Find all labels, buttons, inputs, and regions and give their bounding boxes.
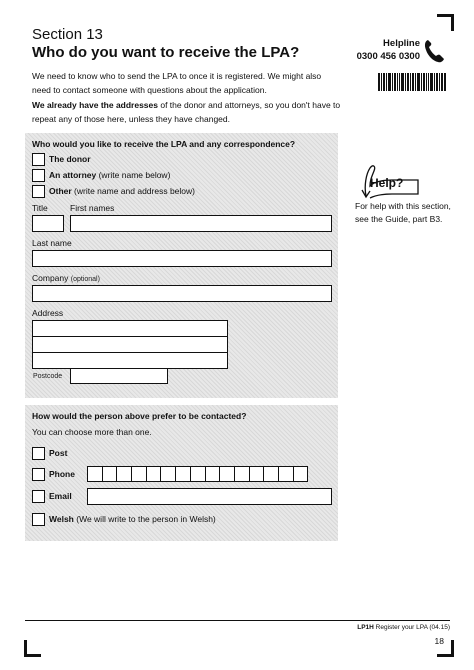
phone-digit-box[interactable] [190,466,206,482]
postcode-input[interactable] [70,368,168,384]
address-label: Address [32,308,64,318]
corner-mark-top-right [437,14,454,31]
welsh-checkbox[interactable] [32,513,45,526]
postcode-label: Postcode [33,373,63,380]
helpline-label: Helpline [383,38,420,49]
section-title: Who do you want to receive the LPA? [32,44,300,61]
email-input[interactable] [87,488,332,505]
post-checkbox[interactable] [32,447,45,460]
attorney-option-label: An attorney (write name below) [49,170,171,180]
address-line-1-input[interactable] [32,320,228,337]
corner-mark-bottom-left [24,640,41,657]
phone-digit-box[interactable] [205,466,221,482]
other-option-label: Other (write name and address below) [49,186,195,196]
helpline-number: 0300 456 0300 [356,51,420,62]
last-name-label: Last name [32,238,72,248]
intro-paragraph-1: We need to know who to send the LPA to once it is registered. We might also need to contact someone with questions about the application. [32,71,322,95]
phone-digit-box[interactable] [116,466,132,482]
phone-digit-box[interactable] [87,466,103,482]
first-names-label: First names [70,203,115,213]
help-text: For help with this section, see the Guide, part B3. [355,201,451,224]
contact-hint: You can choose more than one. [32,427,152,437]
page-number: 18 [434,636,444,646]
section-number: Section 13 [32,26,103,43]
barcode-image [378,73,446,91]
email-checkbox[interactable] [32,490,45,503]
address-line-3-input[interactable] [32,352,228,369]
donor-option-label: The donor [49,154,91,164]
phone-icon [423,38,445,64]
footer-divider [25,620,450,621]
intro-bold-text: We already have the addresses [32,100,158,110]
footer-form-label: LP1H Register your LPA (04.15) [357,624,450,631]
contact-question: How would the person above prefer to be contacted? [32,411,247,421]
welsh-option-label: Welsh (We will write to the person in Welsh) [49,514,216,524]
phone-checkbox[interactable] [32,468,45,481]
phone-digit-box[interactable] [131,466,147,482]
company-label: Company (optional) [32,273,100,283]
other-checkbox[interactable] [32,185,45,198]
email-label: Email [49,491,72,501]
phone-number-boxes[interactable] [87,466,307,482]
title-input[interactable] [32,215,64,232]
help-title: Help? [370,176,404,190]
phone-digit-box[interactable] [175,466,191,482]
phone-digit-box[interactable] [293,466,309,482]
phone-digit-box[interactable] [146,466,162,482]
attorney-checkbox[interactable] [32,169,45,182]
address-line-2-input[interactable] [32,336,228,353]
last-name-input[interactable] [32,250,332,267]
phone-label: Phone [49,469,75,479]
phone-digit-box[interactable] [278,466,294,482]
title-label: Title [32,203,48,213]
intro-paragraph-2 [32,99,342,126]
phone-digit-box[interactable] [102,466,118,482]
phone-digit-box[interactable] [160,466,176,482]
phone-digit-box[interactable] [219,466,235,482]
post-label: Post [49,448,68,458]
donor-checkbox[interactable] [32,153,45,166]
intro-rest-text: of the donor and attorneys, so you don't have to repeat any of those here, unless they have changed. [32,100,341,124]
phone-digit-box[interactable] [249,466,265,482]
phone-digit-box[interactable] [234,466,250,482]
phone-digit-box[interactable] [263,466,279,482]
first-names-input[interactable] [70,215,332,232]
company-input[interactable] [32,285,332,302]
recipient-question: Who would you like to receive the LPA and any correspondence? [32,139,296,149]
